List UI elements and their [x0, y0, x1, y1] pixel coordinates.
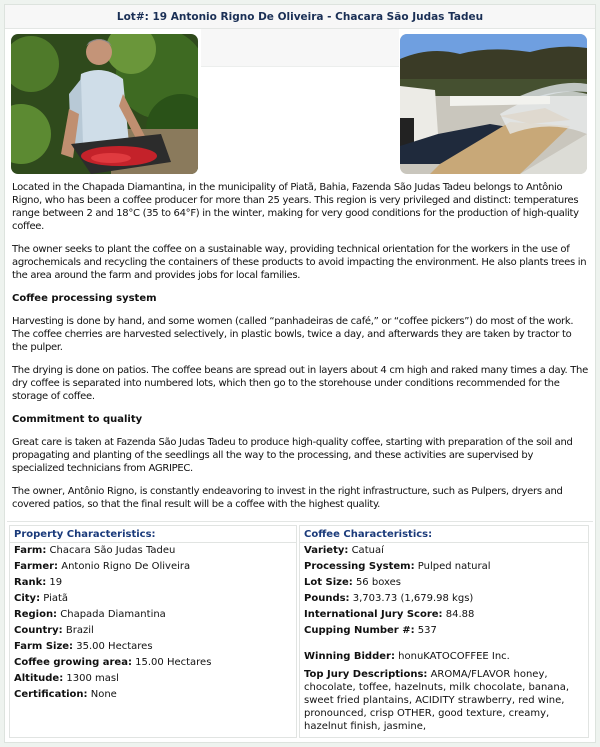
coffee-characteristics-panel [299, 525, 589, 738]
row-value: Catuaí [351, 545, 384, 556]
row-label: Rank: [14, 577, 47, 588]
harvesting-paragraph: Harvesting is done by hand, and some women (called “panhadeiras de café,” or “coffee pickers”) do most of the work. The coffee cherries are harvested selectively, in plastic bowls, twice a day, and afterwards they are taken by tractor to the pulper. [12, 316, 574, 353]
row-label: City: [14, 593, 41, 604]
row-label: Altitude: [14, 673, 64, 684]
sustainability-paragraph: The owner seeks to plant the coffee on a sustainable way, providing technical orientation for the workers in the use of agrochemicals and recycling the containers of these products to avoid impacting the environment. He also plants trees in the area around the farm and provides jobs for local families. [12, 244, 587, 281]
property-row-city [10, 591, 296, 607]
coffee-row-jury-descriptions [300, 668, 588, 733]
row-label: International Jury Score: [304, 609, 443, 620]
property-row-growing-area [10, 655, 296, 671]
row-label: Cupping Number #: [304, 625, 415, 636]
photos-strip [5, 29, 595, 175]
intro-paragraph: Located in the Chapada Diamantina, in the municipality of Piatã, Bahia, Fazenda São Judas Tadeu belongs to Antônio Rigno, who has been a coffee producer for more than 25 years. This region is very privileged and distinct: temperatures range between 2 and 18°C (35 to 64°F) in the winter, making for very good conditions for the production of high-quality coffee. [12, 182, 579, 232]
row-label: Farm: [14, 545, 47, 556]
property-row-farmer [10, 559, 296, 575]
property-characteristics-panel [9, 525, 297, 738]
row-value: Chapada Diamantina [60, 609, 166, 620]
row-value: honuKATOCOFFEE Inc. [398, 651, 510, 662]
coffee-row-processing [300, 559, 588, 575]
row-label: Farm Size: [14, 641, 74, 652]
row-value: Antonio Rigno De Oliveira [61, 561, 191, 572]
description-section [5, 175, 595, 521]
row-value: Chacara São Judas Tadeu [49, 545, 176, 556]
row-value: Piatã [43, 593, 69, 604]
row-label: Processing System: [304, 561, 415, 572]
row-value: 35.00 Hectares [76, 641, 153, 652]
row-label: Variety: [304, 545, 349, 556]
row-label: Country: [14, 625, 63, 636]
row-label: Winning Bidder: [304, 651, 395, 662]
row-label: Lot Size: [304, 577, 353, 588]
row-value: AROMA/FLAVOR honey, chocolate, toffee, hazelnuts, milk chocolate, banana, sweet fried plantains, ACIDITY strawberry, red wine, pronounced, crisp OTHER, good texture, creamy, hazelnut finish, jasmine, [304, 669, 570, 732]
coffee-characteristics-header: Coffee Characteristics: [300, 526, 588, 543]
property-row-altitude [10, 671, 296, 687]
row-label: Region: [14, 609, 58, 620]
farmer-photo-icon [11, 34, 198, 174]
property-row-farm-size [10, 639, 296, 655]
row-value: 84.88 [445, 609, 475, 620]
drying-patio-photo [400, 34, 587, 174]
property-row-country [10, 623, 296, 639]
lot-detail-page [4, 4, 596, 743]
row-value: Pulped natural [417, 561, 491, 572]
farmer-photo [11, 34, 198, 174]
row-value: None [90, 689, 117, 700]
row-value: 1300 masl [66, 673, 119, 684]
property-row-rank [10, 575, 296, 591]
infrastructure-paragraph: The owner, Antônio Rigno, is constantly endeavoring to invest in the right infrastructure, such as Pulpers, dryers and covered patios, so that the final result will be a coffee with the highest quality. [12, 486, 563, 510]
drying-patio-photo-icon [400, 34, 587, 174]
drying-paragraph: The drying is done on patios. The coffee beans are spread out in layers about 4 cm high and raked many times a day. The dry coffee is separated into numbered lots, which then go to the storehouse under conditions recommended for the storage of coffee. [12, 365, 588, 402]
photo-strip-background [201, 29, 399, 67]
row-value: 56 boxes [355, 577, 401, 588]
property-characteristics-header: Property Characteristics: [10, 526, 296, 543]
coffee-row-winning-bidder [300, 649, 588, 665]
row-value: 3,703.73 (1,679.98 kgs) [352, 593, 474, 604]
care-paragraph: Great care is taken at Fazenda São Judas Tadeu to produce high-quality coffee, starting with preparation of the soil and propagating and planting of the seedlings all the way to the processing, and these activities are supervised by specialized technicians from AGRIPEC. [12, 437, 573, 474]
lot-title: Lot#: 19 Antonio Rigno De Oliveira - Chacara São Judas Tadeu [5, 5, 595, 29]
coffee-row-cupping-number [300, 623, 588, 639]
quality-heading: Commitment to quality [12, 414, 143, 425]
row-value: Brazil [65, 625, 94, 636]
row-label: Top Jury Descriptions: [304, 669, 428, 680]
characteristics-section [7, 521, 593, 738]
property-row-farm [10, 543, 296, 559]
property-row-certification [10, 687, 296, 703]
row-value: 19 [49, 577, 63, 588]
coffee-row-pounds [300, 591, 588, 607]
row-label: Certification: [14, 689, 88, 700]
row-value: 537 [417, 625, 437, 636]
row-label: Coffee growing area: [14, 657, 132, 668]
row-label: Pounds: [304, 593, 350, 604]
coffee-row-jury-score [300, 607, 588, 623]
processing-heading: Coffee processing system [12, 293, 157, 304]
row-label: Farmer: [14, 561, 59, 572]
coffee-row-variety [300, 543, 588, 559]
row-value: 15.00 Hectares [135, 657, 212, 668]
property-row-region [10, 607, 296, 623]
coffee-row-lot-size [300, 575, 588, 591]
